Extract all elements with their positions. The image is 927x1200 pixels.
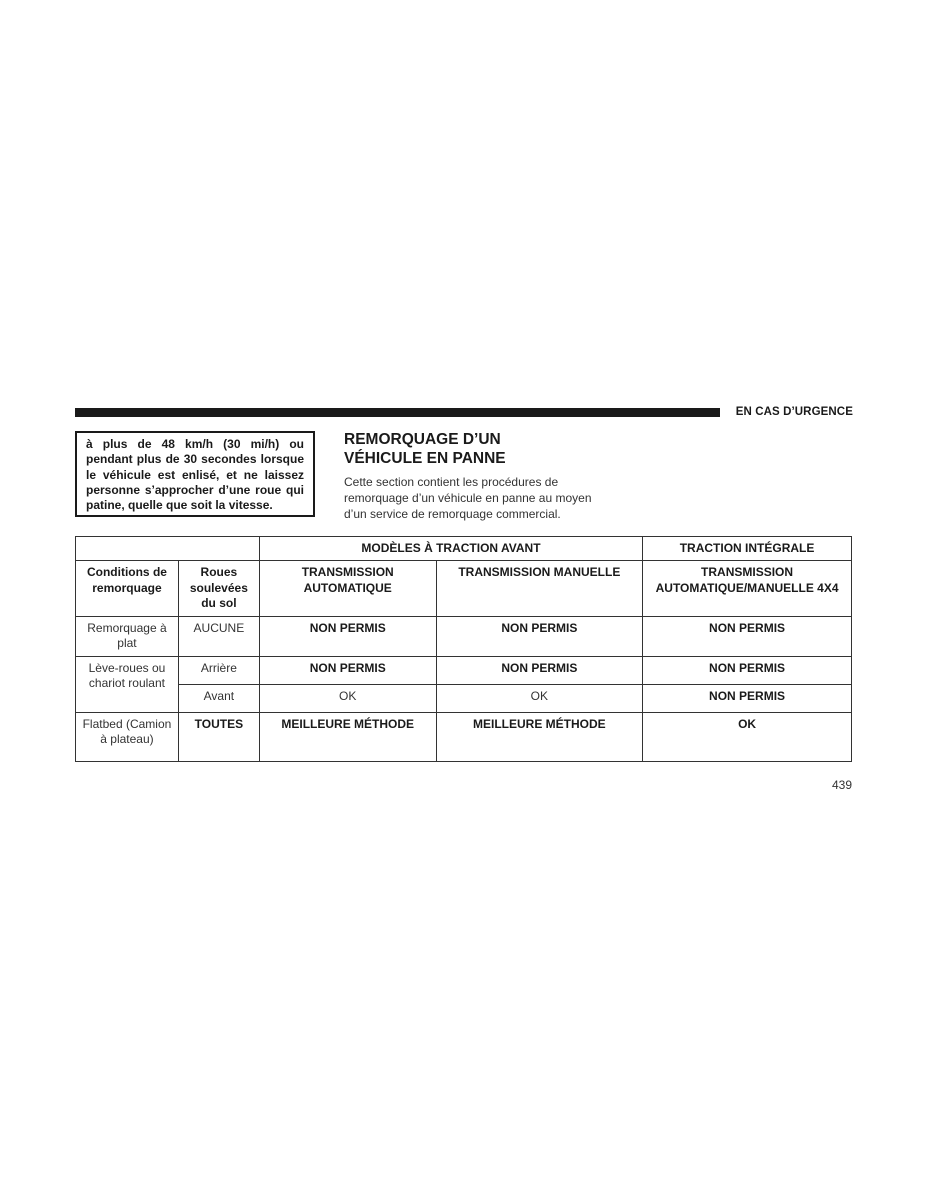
running-header: EN CAS D’URGENCE xyxy=(735,406,853,418)
row-wheels: Arrière xyxy=(178,656,259,684)
col-header-awd: TRANSMISSION AUTOMATIQUE/MANUELLE 4X4 xyxy=(643,561,852,616)
section-title-line1: REMORQUAGE D’UN xyxy=(344,431,501,448)
row-condition: Flatbed (Camion à plateau) xyxy=(76,712,179,761)
row-wheels: TOUTES xyxy=(178,712,259,761)
row-condition: Remorquage à plat xyxy=(76,616,179,656)
row-wheels: AUCUNE xyxy=(178,616,259,656)
table-row xyxy=(76,712,852,761)
table-empty-corner xyxy=(76,537,260,561)
group-header-awd: TRACTION INTÉGRALE xyxy=(643,537,852,561)
row-awd: NON PERMIS xyxy=(643,616,852,656)
col-header-conditions: Conditions de remorquage xyxy=(76,561,179,616)
row-wheels: Avant xyxy=(178,684,259,712)
table-group-header-row xyxy=(76,537,852,561)
row-automatic: OK xyxy=(259,684,436,712)
page-number: 439 xyxy=(831,778,852,792)
warning-box: à plus de 48 km/h (30 mi/h) ou pendant plus de 30 secondes lorsque le véhicule est enlisé, et ne laissez personne s’approcher d’une roue qui patine, quelle que soit la vitesse. xyxy=(75,431,315,517)
col-header-manual: TRANSMISSION MANUELLE xyxy=(436,561,643,616)
row-awd: OK xyxy=(643,712,852,761)
section-title-line2: VÉHICULE EN PANNE xyxy=(344,450,506,467)
row-awd: NON PERMIS xyxy=(643,656,852,684)
table-row xyxy=(76,656,852,684)
group-header-front: MODÈLES À TRACTION AVANT xyxy=(259,537,642,561)
row-automatic: MEILLEURE MÉTHODE xyxy=(259,712,436,761)
section-title xyxy=(344,430,604,468)
table-row xyxy=(76,616,852,656)
row-manual: NON PERMIS xyxy=(436,656,643,684)
table-column-header-row xyxy=(76,561,852,616)
row-automatic: NON PERMIS xyxy=(259,616,436,656)
row-manual: MEILLEURE MÉTHODE xyxy=(436,712,643,761)
col-header-automatic: TRANSMISSION AUTOMATIQUE xyxy=(259,561,436,616)
row-condition: Lève-roues ou chariot roulant xyxy=(76,656,179,712)
row-awd: NON PERMIS xyxy=(643,684,852,712)
table-row xyxy=(76,684,852,712)
row-manual: OK xyxy=(436,684,643,712)
col-header-wheels: Roues soulevées du sol xyxy=(178,561,259,616)
row-manual: NON PERMIS xyxy=(436,616,643,656)
header-rule xyxy=(75,408,720,417)
towing-table xyxy=(75,536,852,762)
row-automatic: NON PERMIS xyxy=(259,656,436,684)
section-intro: Cette section contient les procédures de remorquage d’un véhicule en panne au moyen d’un service de remorquage commercial. xyxy=(344,475,592,522)
